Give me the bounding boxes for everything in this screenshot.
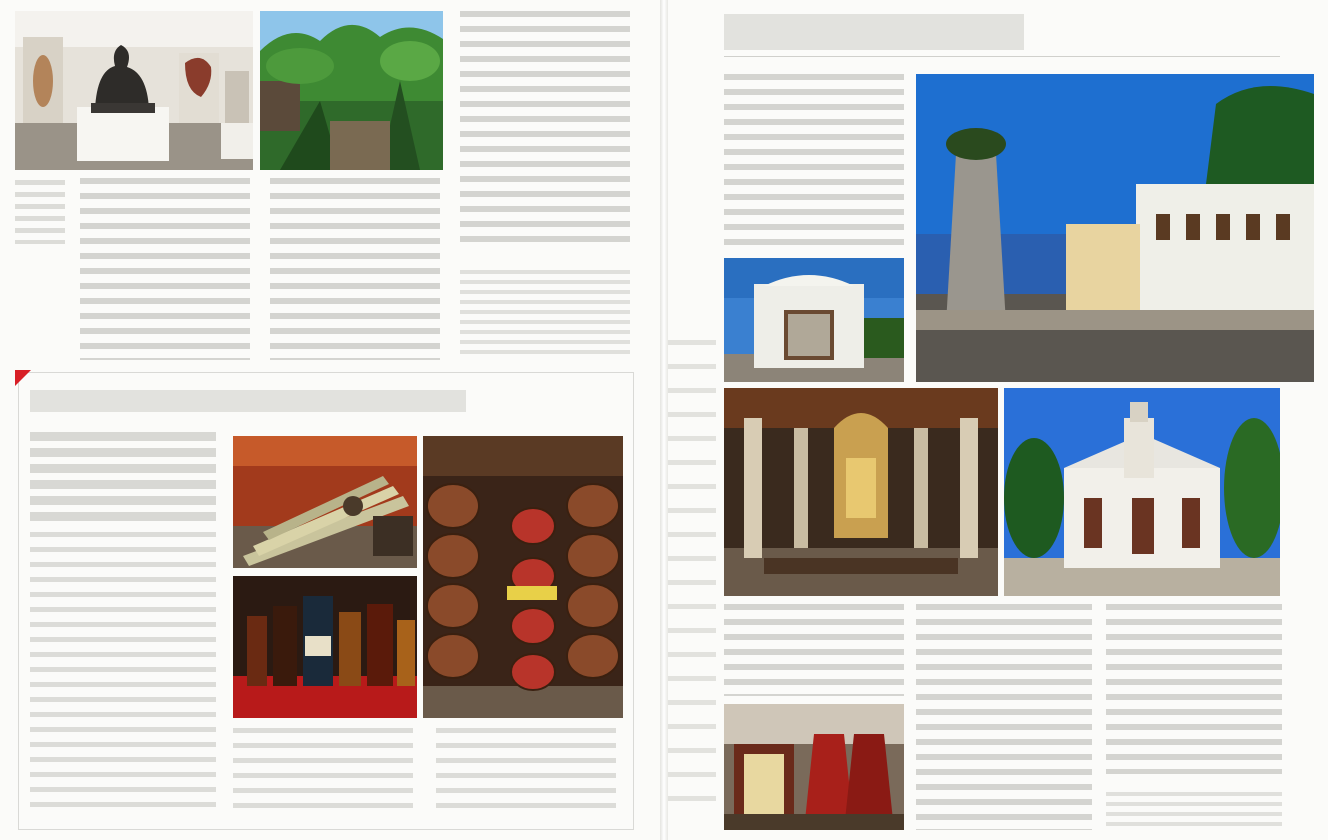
intro-text-block <box>724 74 904 250</box>
caption-block <box>15 180 65 244</box>
info-box-block <box>460 270 630 356</box>
sidebar-headline-block <box>30 390 466 412</box>
heading-block <box>724 14 1024 50</box>
right-text-column-3 <box>1106 604 1282 774</box>
rum-bottles-photo <box>233 576 417 718</box>
left-page <box>0 0 660 840</box>
sidebar-body-block-2 <box>233 728 413 816</box>
page-gutter <box>660 0 668 840</box>
museo-municipal-photo <box>15 11 253 170</box>
fuente-agria-photo <box>724 258 904 382</box>
sidebar-lead-block <box>30 432 216 522</box>
right-text-column-2 <box>916 604 1092 830</box>
sidebar-corner-accent <box>15 370 31 386</box>
basilica-facade-photo <box>1004 388 1280 596</box>
basilica-interior-photo <box>724 388 998 596</box>
right-caption-block <box>668 340 716 820</box>
rum-barrels-photo <box>423 436 623 718</box>
plaza-de-teror-photo <box>916 74 1314 382</box>
right-text-column-1 <box>724 604 904 696</box>
sidebar-body-block-3 <box>436 728 616 816</box>
casa-museo-photo <box>724 704 904 830</box>
heading-underline <box>724 56 1280 57</box>
jardin-marquesa-photo <box>260 11 443 170</box>
right-info-box-block <box>1106 792 1282 830</box>
sidebar-body-block <box>30 532 216 816</box>
right-page <box>668 0 1328 840</box>
text-column-2 <box>270 178 440 360</box>
sugar-cane-photo <box>233 436 417 568</box>
text-column-3 <box>460 11 630 251</box>
text-column-1 <box>80 178 250 360</box>
